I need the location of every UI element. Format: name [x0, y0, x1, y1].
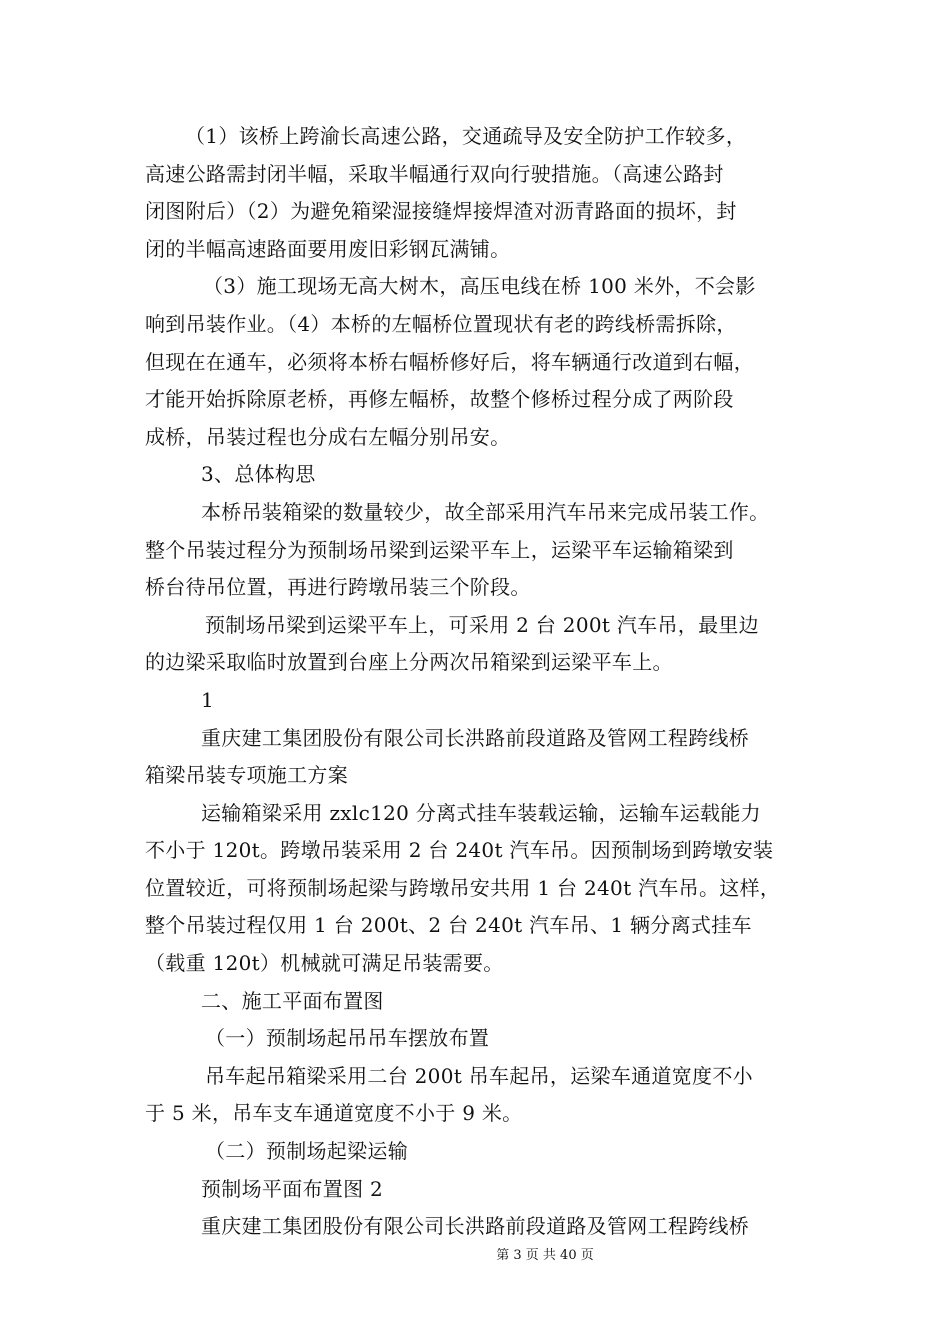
- body-line: 整个吊装过程仅用 1 台 200t、2 台 240t 汽车吊、1 辆分离式挂车: [145, 913, 752, 938]
- body-line: 的边梁采取临时放置到台座上分两次吊箱梁到运梁平车上。: [145, 650, 673, 675]
- body-line: 整个吊装过程分为预制场吊梁到运梁平车上，运梁平车运输箱梁到: [145, 537, 734, 562]
- document-body: [145, 118, 825, 1246]
- body-line: （载重 120t）机械就可满足吊装需要。: [145, 951, 504, 976]
- figure-caption: 预制场平面布置图 2: [201, 1176, 384, 1201]
- body-line: 于 5 米，吊车支车通道宽度不小于 9 米。: [145, 1101, 523, 1126]
- running-header: 重庆建工集团股份有限公司长洪路前段道路及管网工程跨线桥: [201, 1214, 750, 1239]
- body-line: 才能开始拆除原老桥，再修左幅桥，故整个修桥过程分成了两阶段: [145, 387, 734, 412]
- body-line: 闭图附后）（2）为避免箱梁湿接缝焊接焊渣对沥青路面的损坏，封: [145, 199, 737, 224]
- body-line: 桥台待吊位置，再进行跨墩吊装三个阶段。: [145, 575, 531, 600]
- section-heading: 3、总体构思: [201, 462, 316, 487]
- body-line: 位置较近，可将预制场起梁与跨墩吊安共用 1 台 240t 汽车吊。这样，: [145, 875, 781, 900]
- subsection-heading: （二）预制场起梁运输: [205, 1139, 408, 1164]
- body-line: 吊车起吊箱梁采用二台 200t 吊车起吊，运梁车通道宽度不小: [205, 1063, 753, 1088]
- page-footer: 第 3 页 共 40 页: [496, 1248, 594, 1263]
- body-line: 成桥，吊装过程也分成右左幅分别吊安。: [145, 424, 511, 449]
- section-heading: 二、施工平面布置图: [201, 988, 384, 1013]
- body-line: 高速公路需封闭半幅，采取半幅通行双向行驶措施。（高速公路封: [145, 161, 724, 186]
- subsection-heading: （一）预制场起吊吊车摆放布置: [205, 1026, 490, 1051]
- body-line: 本桥吊装箱梁的数量较少，故全部采用汽车吊来完成吊装工作。: [201, 499, 770, 524]
- body-line: （1）该桥上跨渝长高速公路，交通疏导及安全防护工作较多，: [185, 124, 747, 148]
- body-line: 闭的半幅高速路面要用废旧彩钢瓦满铺。: [145, 236, 511, 261]
- body-line: 运输箱梁采用 zxlc120 分离式挂车装载运输，运输车运载能力: [201, 800, 761, 825]
- body-line: （3）施工现场无高大树木，高压电线在桥 100 米外，不会影: [203, 274, 756, 299]
- body-line: 不小于 120t。跨墩吊装采用 2 台 240t 汽车吊。因预制场到跨墩安装: [145, 838, 774, 863]
- body-line: 响到吊装作业。（4）本桥的左幅桥位置现状有老的跨线桥需拆除，: [145, 311, 737, 336]
- running-header: 重庆建工集团股份有限公司长洪路前段道路及管网工程跨线桥: [201, 725, 750, 750]
- page-number-inline: 1: [201, 687, 215, 712]
- running-header: 箱梁吊装专项施工方案: [145, 763, 348, 788]
- body-line: 预制场吊梁到运梁平车上，可采用 2 台 200t 汽车吊，最里边: [205, 612, 759, 637]
- body-line: 但现在在通车，必须将本桥右幅桥修好后，将车辆通行改道到右幅，: [145, 349, 754, 374]
